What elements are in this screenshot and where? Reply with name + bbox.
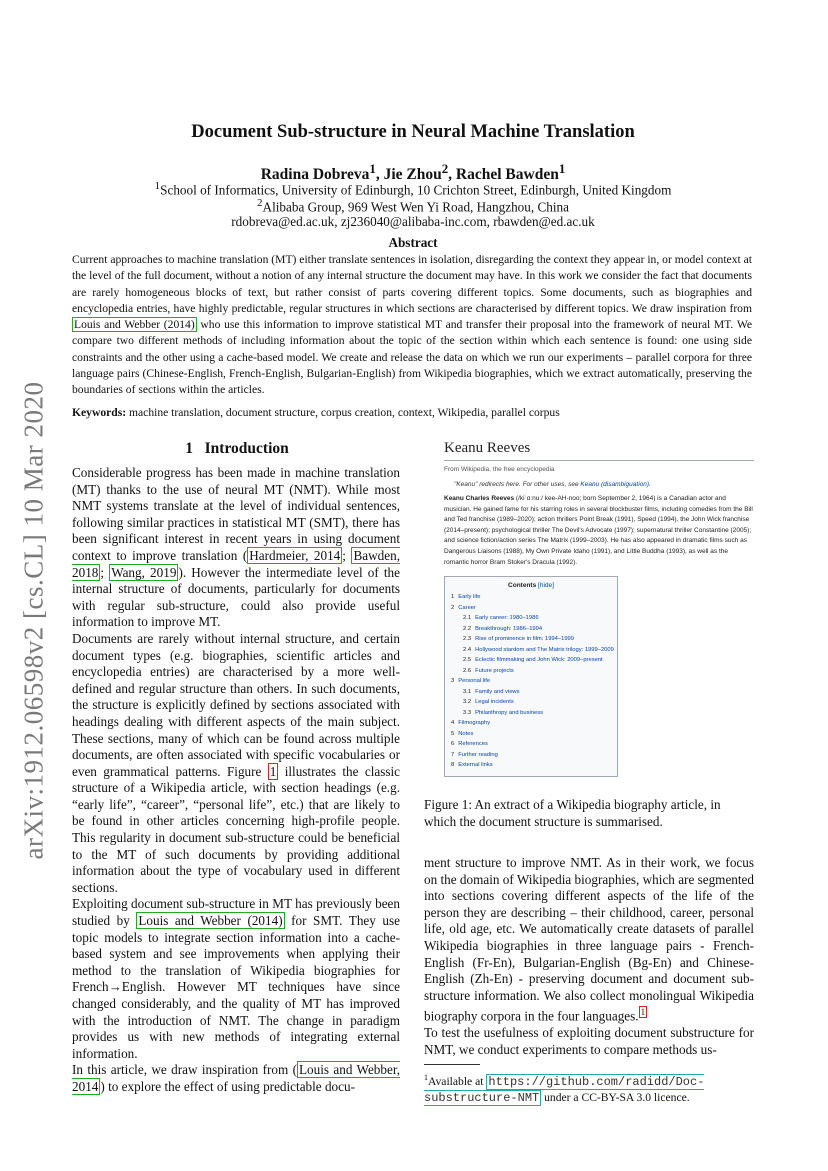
toc-item-label: Rise of prominence in film: 1994–1999: [475, 636, 574, 643]
wiki-lead-text: born September 2, 1964) is a Canadian actor and musician. He gained fame for his starring roles in several blockbuster films, including comedies from the Bill and Ted franchise (1989–2020); action thrillers Point Break (1991), Speed (1994), the John Wick franchise (2014–present); psychological thriller The Devil's Advocate (1997); supernatural thriller Constantine (2005); and science fiction/action series The Matrix (1999–2003). He has also appeared in dramatic films such as Dangerous Liaisons (1988), My Own Private Idaho (1991), and Little Buddha (1993), as well as the romantic horror Bram Stoker's Dracula (1992).: [444, 495, 753, 566]
toc-item[interactable]: [451, 592, 611, 603]
toc-item-label: Personal life: [458, 678, 491, 685]
toc-item-label: External links: [458, 762, 493, 769]
toc-item[interactable]: [451, 708, 611, 719]
text: Documents are rarely without internal structure, and certain document types (e.g. biographies, scientific articles and encyclopedia entries) are characterised by a more well-defined and regular structure than others. In such documents, the structure is explicitly defined by sections associated with headings dealing with different aspects of the main subject. These sections, many of which can be found across multiple documents, are often associated with specific vocabularies or even grammatical patterns. Figure: [72, 630, 400, 779]
paragraph: To test the usefulness of exploiting document substructure for NMT, we conduct experiments to compare methods us-: [424, 1025, 754, 1057]
citation-link[interactable]: Louis and Webber (2014): [74, 318, 195, 332]
citation-link[interactable]: Hardmeier, 2014: [249, 547, 341, 563]
citation-link[interactable]: Wang, 2019: [111, 564, 177, 580]
toc-item-number: 3.2: [463, 699, 472, 706]
toc-item-label: Family and views: [475, 688, 520, 695]
wiki-pronunciation: (/kiˈɑːnuː/ kee-AH-noo;: [514, 495, 582, 502]
wiki-article-title: Keanu Reeves: [444, 440, 754, 461]
abstract-text-part: who use this information to improve statistical MT and transfer their proposal into the framework of neural MT. We compare two different methods of including information about the topic of the section within which each sentence is found: one using side constraints and the other using a cache-based model. We create and release the data on which we run our experiments – parallel corpora for three language pairs (Chinese-English, French-English, Bulgarian-English) from Wikipedia biographies, which we extract automatically, preserving the boundaries of sections within the articles.: [72, 318, 752, 397]
text: Exploiting document sub-structure in MT has previously been studied by: [72, 896, 400, 929]
wiki-subtitle: From Wikipedia, the free encyclopedia: [444, 466, 555, 473]
text: for SMT. They use topic models to integrate section information into a cache-based system and see improvements when applying their method to the translation of Wikipedia biographies for French→English. However MT techniques have since changed considerably, and the quality of MT has improved with the introduction of NMT. The change in paradigm provides us with new methods of integrating external information.: [72, 913, 400, 1061]
toc-title: [451, 582, 611, 589]
text: ) to explore the effect of using predictable docu-: [100, 1078, 355, 1094]
keywords-text: machine translation, document structure, corpus creation, context, Wikipedia, parallel corpus: [126, 406, 560, 419]
toc-item[interactable]: [451, 613, 611, 624]
toc-item[interactable]: [451, 655, 611, 666]
toc-item-label: Early life: [458, 594, 481, 601]
text: illustrates the classic structure of a Wikipedia article, with section headings (e.g. “early life”, “career”, “personal life”, etc.) that are likely to be found in other articles concerning high-profile people. This regularity in document sub-structure could be beneficial to the MT of such documents by providing additional information about the type of vocabulary used in different sections.: [72, 763, 400, 895]
author-emails: rdobreva@ed.ac.uk, zj236040@alibaba-inc.com, rbawden@ed.ac.uk: [231, 214, 595, 229]
abstract-heading: Abstract: [388, 235, 438, 250]
paper-title: Document Sub-structure in Neural Machine Translation: [191, 122, 635, 142]
toc-item-number: 2.4: [463, 646, 472, 653]
toc-item-label: Early career: 1980–1986: [475, 615, 539, 622]
wiki-hatnote: [454, 481, 754, 488]
toc-item[interactable]: [451, 718, 611, 729]
text: "Keanu" redirects here. For other uses, see: [454, 481, 581, 488]
affiliation-text: School of Informatics, University of Edinburgh, 10 Crichton Street, Edinburgh, United Kingdom: [160, 182, 672, 198]
text: Considerable progress has been made in machine translation (MT) thanks to the use of neural MT (NMT). While most NMT systems translate at the level of individual sentences, following similar practices in statistical MT (SMT), there has been significant interest in recent years in using document context to improve translation (: [72, 465, 400, 563]
toc-item-label: References: [458, 741, 488, 748]
toc-item-label: Breakthrough: 1986–1994: [475, 625, 543, 632]
toc-item-number: 3.3: [463, 709, 472, 716]
affiliation-mark: 2: [257, 197, 263, 209]
wiki-lead-name: Keanu Charles Reeves: [444, 495, 515, 502]
section-number: 1: [185, 440, 193, 457]
affiliation: [72, 197, 754, 215]
paragraph: [72, 631, 400, 897]
toc-item-number: 2.2: [463, 625, 472, 632]
toc-item-number: 3.1: [463, 688, 472, 695]
author-aff-mark: 2: [441, 161, 449, 176]
arxiv-id: arXiv:1912.06598v2 [cs.CL] 10 Mar 2020: [18, 381, 49, 859]
toc-item-label: Eclectic filmmaking and John Wick: 2009–present: [475, 657, 603, 664]
author-name: Jie Zhou: [383, 166, 442, 184]
footnote-rule: [424, 1064, 480, 1065]
toc-item[interactable]: [451, 750, 611, 761]
toc-hide-link[interactable]: [hide]: [538, 582, 554, 590]
paragraph: [72, 896, 400, 1062]
toc-item-label: Philanthropy and business: [475, 709, 544, 716]
toc-item-label: Notes: [458, 730, 474, 737]
arxiv-watermark: [12, 360, 56, 880]
text: ;: [342, 547, 352, 563]
footnote-mark: 1: [424, 1073, 428, 1082]
toc-item-number: 1: [451, 594, 455, 601]
toc-item-label: Legal incidents: [475, 699, 514, 706]
toc-item-label: Further reading: [458, 751, 498, 758]
toc-item[interactable]: [451, 739, 611, 750]
wiki-toc: [444, 576, 618, 777]
toc-item-number: 2.6: [463, 667, 472, 674]
right-column: [424, 855, 754, 1059]
toc-item-number: 2: [451, 604, 455, 611]
affiliation: [72, 180, 754, 198]
citation-link[interactable]: Bawden, 2018: [72, 547, 400, 580]
toc-item[interactable]: [451, 634, 611, 645]
toc-item-number: 8: [451, 762, 455, 769]
text: Available at: [428, 1074, 487, 1088]
author-aff-mark: 1: [558, 161, 566, 176]
toc-item-number: 6: [451, 741, 455, 748]
abstract-text: [72, 252, 752, 399]
text: ). However the intermediate level of the internal structure of documents, particularly for documents with regular sub-structure, could also provide useful information to improve MT.: [72, 564, 401, 630]
paragraph: [72, 465, 400, 631]
text: under a CC-BY-SA 3.0 licence.: [541, 1090, 690, 1104]
left-column: [72, 465, 400, 1096]
toc-item-number: 4: [451, 720, 455, 727]
paragraph: [424, 855, 754, 1025]
footnote: [424, 1070, 754, 1106]
toc-item-number: 2.3: [463, 636, 472, 643]
toc-item[interactable]: [451, 697, 611, 708]
author-list: Radina Dobreva$^1$, Jie Zhou$^2$, Rachel Bawden$^1$: [260, 161, 566, 184]
toc-item-label: Hollywood stardom and The Matrix trilogy: 1999–2009: [475, 646, 614, 653]
toc-list: [451, 592, 614, 771]
toc-item-number: 2.1: [463, 615, 472, 622]
text: In this article, we draw inspiration from (: [72, 1062, 297, 1078]
toc-item-number: 5: [451, 730, 455, 737]
citation-link[interactable]: Louis and Webber (2014): [138, 913, 283, 929]
abstract-text-part: Current approaches to machine translation (MT) either translate sentences in isolation, disregarding the context they appear in, or model context at the level of the full document, without a notion of any internal structure the document may have. In this work we consider the fact that documents are rarely homogeneous blocks of text, but rather consist of parts covering different topics. Some documents, such as biographies and encyclopedia entries, have highly predictable, regular structures in which sections are characterised by different topics. We draw inspiration from: [72, 253, 752, 315]
toc-item-label: Filmography: [458, 720, 491, 727]
toc-item[interactable]: [451, 729, 611, 740]
affiliation-text: Alibaba Group, 969 West Wen Yi Road, Hangzhou, China: [262, 199, 569, 215]
section-title: Introduction: [204, 440, 289, 457]
wikipedia-figure: [444, 440, 754, 775]
toc-item[interactable]: [451, 760, 611, 771]
toc-item-label: Career: [458, 604, 476, 611]
affiliation-mark: 1: [154, 180, 161, 192]
repo-url-link[interactable]: https://github.com/radidd/Doc-substructure-NMT: [424, 1074, 705, 1105]
toc-item[interactable]: [451, 687, 611, 698]
toc-item[interactable]: [451, 624, 611, 635]
figure-ref-link[interactable]: 1: [269, 763, 277, 779]
toc-item-label: Future projects: [475, 667, 514, 674]
author-aff-mark: 1: [369, 161, 376, 176]
toc-item-number: 7: [451, 751, 455, 758]
author-name: Rachel Bawden: [455, 166, 559, 184]
toc-item[interactable]: [451, 666, 611, 677]
text: ;: [100, 564, 110, 580]
toc-item[interactable]: [451, 676, 611, 687]
wiki-lead-paragraph: [444, 494, 754, 568]
text: ment structure to improve NMT. As in their work, we focus on the domain of Wikipedia biographies, which are segmented into sections covering different aspects of the life of the person they are describing – their childhood, career, personal life, old age, etc. We automatically create datasets of parallel Wikipedia biographies in three language pairs - French-English (Fr-En), Bulgarian-English (Bg-En) and Chinese-English (Zh-En) - preserving document and document sub-structure information. We also collect monolingual Wikipedia biography corpora in the four languages.: [424, 855, 754, 1024]
toc-item-number: 2.5: [463, 657, 472, 664]
section-heading: [72, 440, 402, 458]
author-name: Radina Dobreva: [260, 166, 370, 184]
citation-link[interactable]: Louis and Webber, 2014: [72, 1062, 400, 1094]
toc-item[interactable]: [451, 645, 614, 656]
keywords: [72, 405, 752, 420]
disambiguation-link[interactable]: Keanu (disambiguation): [580, 481, 650, 488]
text: .: [649, 481, 651, 488]
toc-item[interactable]: [451, 603, 611, 614]
paragraph: [72, 1062, 400, 1095]
figure-caption: Figure 1: An extract of a Wikipedia biography article, in which the document structure is summarised.: [424, 797, 721, 829]
toc-item-number: 3: [451, 678, 455, 685]
toc-heading: Contents: [508, 582, 537, 590]
footnote-link[interactable]: 1: [640, 1007, 646, 1018]
keywords-label: Keywords:: [72, 406, 127, 419]
